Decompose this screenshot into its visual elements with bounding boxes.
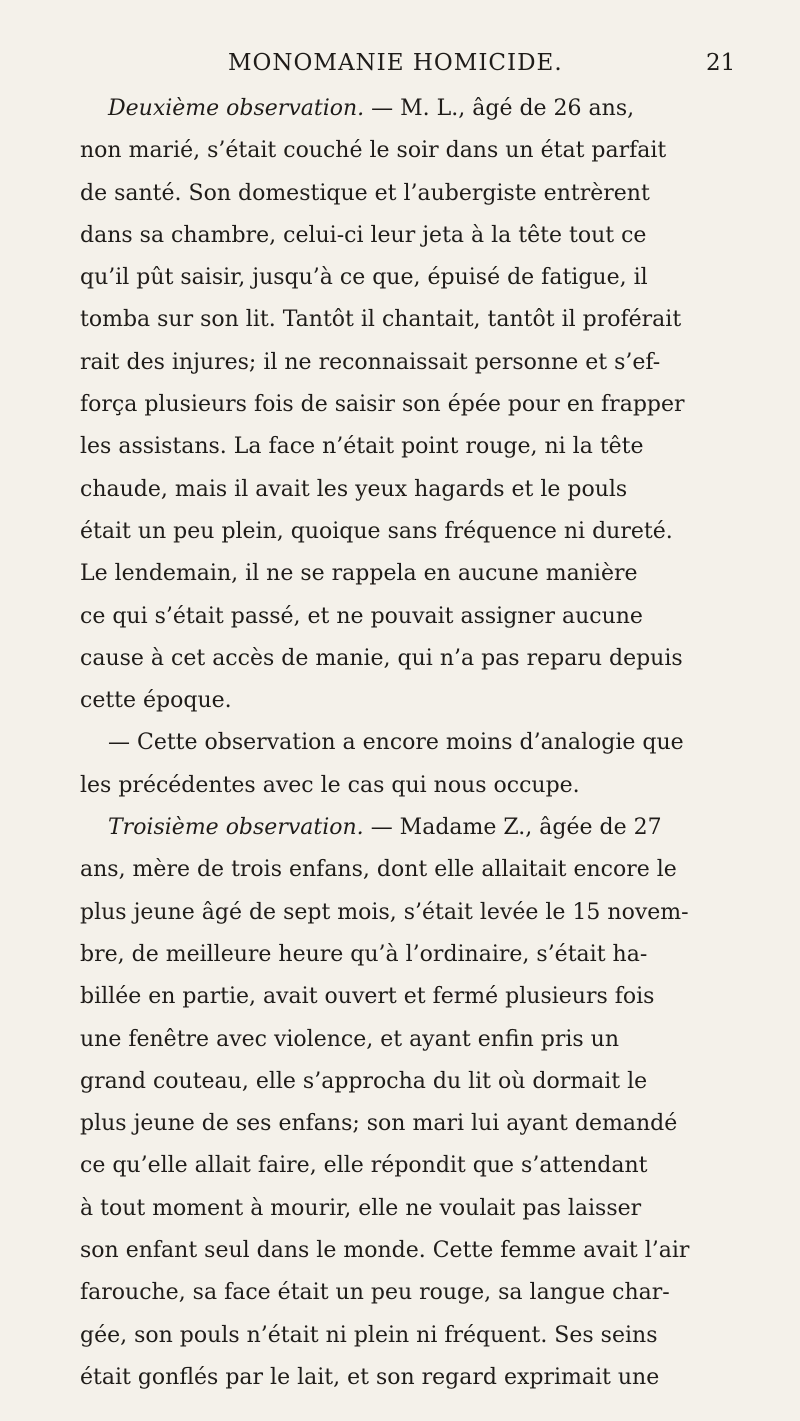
text-line bbox=[80, 342, 720, 384]
text-line-content: Le lendemain, il ne se rappela en aucune manière bbox=[80, 561, 638, 587]
text-line bbox=[80, 1357, 720, 1399]
text-line-content: ce qu’elle allait faire, elle répondit que s’attendant bbox=[80, 1153, 648, 1179]
text-line bbox=[80, 173, 720, 215]
text-line-content: bre, de meilleure heure qu’à l’ordinaire, s’était ha- bbox=[80, 941, 648, 967]
text-line-content: dans sa chambre, celui-ci leur jeta à la tête tout ce bbox=[80, 222, 647, 248]
text-line-content: chaude, mais il avait les yeux hagards et le pouls bbox=[80, 476, 628, 502]
text-line-content: farouche, sa face était un peu rouge, sa langue char- bbox=[80, 1280, 670, 1306]
text-line bbox=[80, 299, 720, 341]
section-heading: Troisième observation. bbox=[108, 815, 364, 841]
body-text bbox=[80, 88, 720, 1399]
text-line bbox=[80, 1145, 720, 1187]
text-line-content: une fenêtre avec violence, et ayant enfin pris un bbox=[80, 1026, 620, 1052]
text-line-content: — Cette observation a encore moins d’analogie que bbox=[108, 730, 684, 756]
text-line bbox=[80, 680, 720, 722]
text-line bbox=[80, 765, 720, 807]
text-line bbox=[80, 215, 720, 257]
text-line bbox=[80, 1272, 720, 1314]
text-line-content: non marié, s’était couché le soir dans un état parfait bbox=[80, 138, 667, 164]
text-line-content: son enfant seul dans le monde. Cette femme avait l’air bbox=[80, 1238, 690, 1264]
text-line bbox=[80, 469, 720, 511]
text-line-content: rait des injures; il ne reconnaissait personne et s’ef- bbox=[80, 349, 661, 375]
text-line bbox=[80, 426, 720, 468]
text-line-content: de santé. Son domestique et l’aubergiste entrèrent bbox=[80, 180, 650, 206]
text-line bbox=[80, 88, 720, 130]
text-line bbox=[80, 1230, 720, 1272]
text-line-content: était un peu plein, quoique sans fréquence ni dureté. bbox=[80, 518, 673, 544]
text-line bbox=[80, 1061, 720, 1103]
text-line-content: grand couteau, elle s’approcha du lit où dormait le bbox=[80, 1068, 648, 1094]
text-line-content: à tout moment à mourir, elle ne voulait pas laisser bbox=[80, 1195, 642, 1221]
text-line bbox=[80, 934, 720, 976]
text-line-content: tomba sur son lit. Tantôt il chantait, tantôt il proférait bbox=[80, 307, 682, 333]
text-line bbox=[80, 596, 720, 638]
section-heading: Deuxième observation. bbox=[108, 96, 365, 121]
text-line-content: plus jeune âgé de sept mois, s’était levée le 15 novem- bbox=[80, 899, 689, 925]
text-line-content: força plusieurs fois de saisir son épée pour en frapper bbox=[80, 392, 685, 418]
text-line-content: cause à cet accès de manie, qui n’a pas reparu depuis bbox=[80, 645, 683, 671]
text-line bbox=[80, 384, 720, 426]
text-line-content: ce qui s’était passé, et ne pouvait assigner aucune bbox=[80, 603, 643, 629]
text-line-content: plus jeune de ses enfans; son mari lui ayant demandé bbox=[80, 1111, 678, 1137]
page-header bbox=[0, 50, 800, 90]
text-line-content: — M. L., âgé de 26 ans, bbox=[371, 96, 635, 121]
text-line-content: ans, mère de trois enfans, dont elle allaitait encore le bbox=[80, 857, 677, 883]
text-line-content: les précédentes avec le cas qui nous occupe. bbox=[80, 772, 580, 798]
text-line bbox=[80, 511, 720, 553]
text-line-content: gée, son pouls n’était ni plein ni fréquent. Ses seins bbox=[80, 1322, 658, 1348]
text-line-content: les assistans. La face n’était point rouge, ni la tête bbox=[80, 434, 644, 460]
text-line bbox=[80, 257, 720, 299]
text-line bbox=[80, 1188, 720, 1230]
text-line bbox=[80, 807, 720, 849]
text-line bbox=[80, 638, 720, 680]
text-line-content: billée en partie, avait ouvert et fermé plusieurs fois bbox=[80, 984, 655, 1010]
running-title: MONOMANIE HOMICIDE. bbox=[228, 50, 563, 76]
text-line bbox=[80, 1019, 720, 1061]
text-line bbox=[80, 892, 720, 934]
text-line bbox=[80, 553, 720, 595]
text-line bbox=[80, 722, 720, 764]
text-line bbox=[80, 130, 720, 172]
text-line bbox=[80, 976, 720, 1018]
page-number: 21 bbox=[706, 50, 736, 76]
text-line bbox=[80, 849, 720, 891]
text-line bbox=[80, 1103, 720, 1145]
text-line-content: était gonflés par le lait, et son regard exprimait une bbox=[80, 1364, 660, 1390]
text-line bbox=[80, 1315, 720, 1357]
text-line-content: cette époque. bbox=[80, 688, 232, 714]
text-line-content: — Madame Z., âgée de 27 bbox=[370, 815, 662, 841]
text-line-content: qu’il pût saisir, jusqu’à ce que, épuisé de fatigue, il bbox=[80, 265, 648, 291]
